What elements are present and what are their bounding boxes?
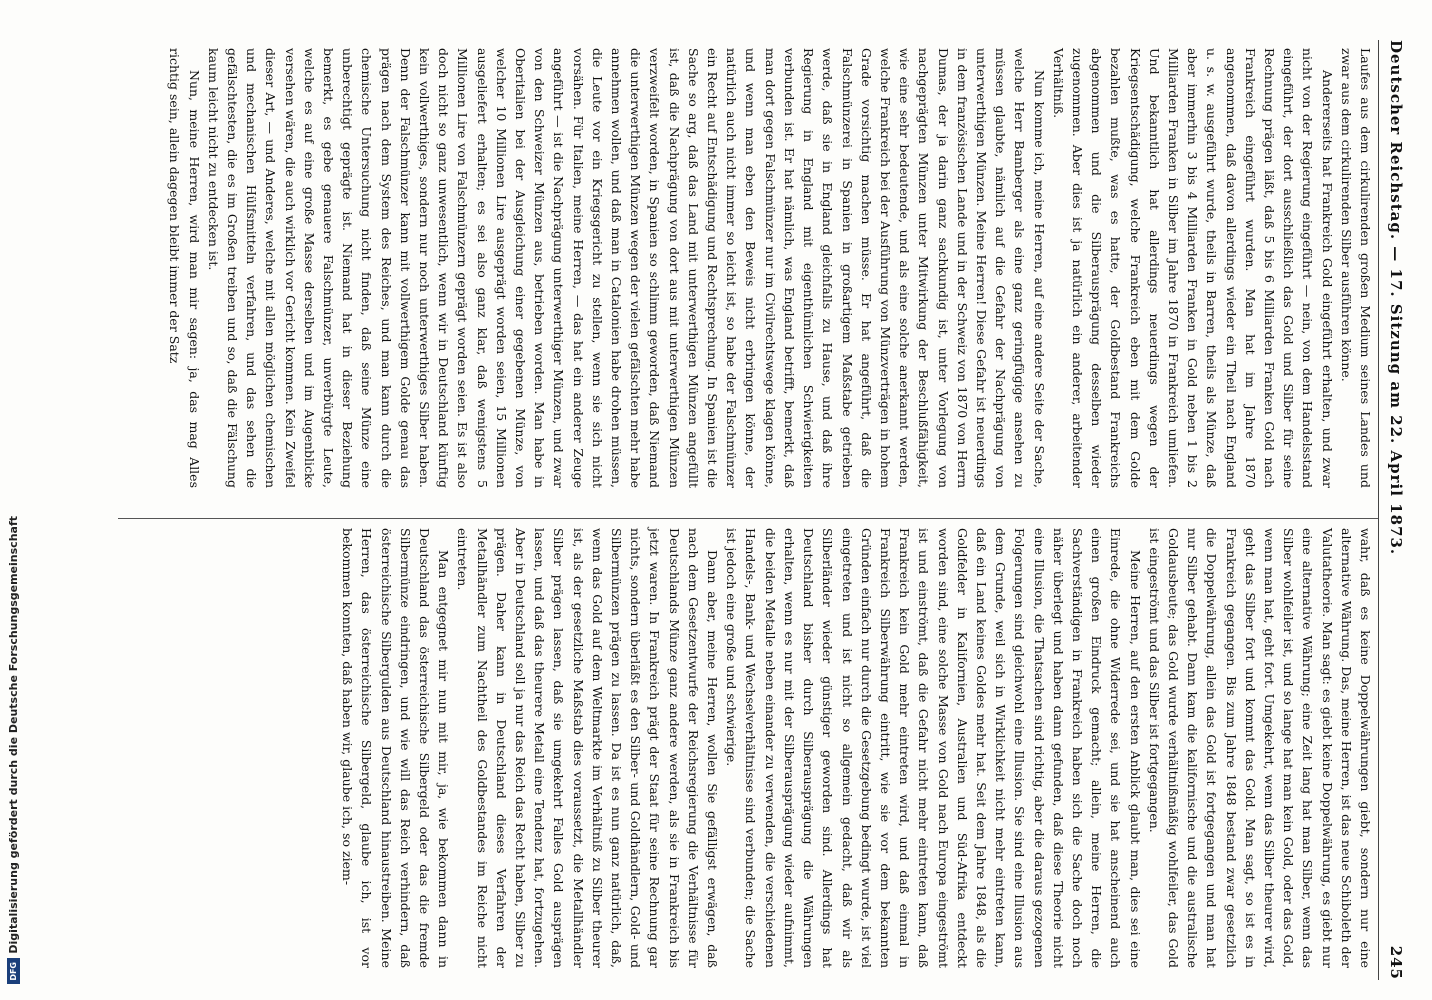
- text-column-right: [338, 528, 1375, 968]
- paragraph: Nun, meine Herren, wird man mir sagen: ja, das mag Alles richtig sein, allein dagegen bleibt immer der Satz: [167, 48, 202, 488]
- column-divider: [118, 518, 1378, 519]
- digitization-footer: [6, 24, 20, 984]
- page-number: 245: [1387, 945, 1405, 980]
- paragraph: Dann aber, meine Herren, wollen Sie gefälligst erwägen, daß nach dem Gesetzentwurfe der Reichsregierung die Verhältnisse für Deutschlands Münze ganz andere werden, als sie in Frankreich bis jetzt waren. In Frankreich prägt der Staat für seine Rechnung gar nichts, sondern überläßt es den Silber- und Goldhändlern, Gold- und Silbermünzen prägen zu lassen. Da ist es nun ganz natürlich, daß, wenn das Gold auf dem Weltmarkte im Verhältniß zu Silber theurer ist, als der gesetzliche Maßstab dies voraussetzt, die Metallhändler Silber prägen lassen, daß sie umgekehrt Falles Gold ausprägen lassen, und daß das theurere Metall eine Tendenz hat, fortzugehen. Aber in Deutschland soll ja nur das Reich das Recht haben, Silber zu prägen. Daher kann in Deutschland dieses Verfahren der Metallhändler zum Nachtheil des Goldbestandes im Reiche nicht eintreten.: [455, 528, 721, 968]
- paragraph: Man entgegnet mir nun mit mir, ja, wie bekommen dann in Deutschland das österreichische Silbergeld oder das die fremde Silbermünze eindringen, und wie will das Reich verhindern, daß österreichische Silbergulden aus Deutschland hinaustreiben. Meine Herren, das österreichische Silbergeld, glaube ich, ist vor bekommen konnten, daß haben wir, glaube ich, so ziem-: [340, 528, 452, 968]
- text-column-left: [165, 48, 1375, 488]
- paragraph: Laufes aus dem cirkulirenden großen Medium seines Landes und zwar aus dem cirkulirenden Silber ausführen könne.: [1338, 48, 1373, 488]
- paragraph: Nun komme ich, meine Herren, auf eine andere Seite der Sache, welche Herr Bamberger als eine ganz geringfügige ansehen zu müssen glaubte, nämlich auf die Gefahr der Nachprägung von unterwerthigen Münzen. Meine Herren! Diese Gefahr ist neuerdings in dem französischen Lande und in der Schweiz von 1870 von Herrn Dumas, der ja darin ganz sachkundig ist, unter Vorlegung von nachgeprägten Münzen unter Mitwirkung der Beschlußfähigkeit, wie eine sehr bedeutende, und als eine solche anerkannt werden, welche Frankreich bei der Ausführung von Münzverträgen in hohem Grade vorsichtig machen müsse. Er hat angeführt, daß die Falschmünzerei in Spanien in großartigem Maßstabe getrieben werde, daß sie in England gleichfalls zu Hause, und daß ihre Regierung in England mit eigenthümlichen Schwierigkeiten verbunden ist. Er hat nämlich, was England betrifft, bemerkt, daß man dort gegen Falschmünzer nur im Civilrechtswege klagen könne, und wenn man eben den Beweis nicht erbringen könne, der natürlich auch nicht immer so leicht ist, so habe der Falschmünzer ein Recht auf Entschädigung und Rechtsprechung. In Spanien ist die Sache so arg, daß das Land mit unterwerthigen Münzen angefüllt ist, daß die Nachprägung von dort aus mit unterwerthigen Münzen verzweifelt worden, in Spanien so schlimm geworden, daß Niemand die unterwerthigen Münzen wegen der vielen gefälschten mehr habe annehmen wollen, und daß man in Catalonien habe drohen müssen, die Leute vor ein Kriegsgericht zu stellen, wenn sie sich nicht vorsähen. Für Italien, meine Herren, — das hat ein anderer Zeuge angeführt — ist die Nachprägung unterwerthiger Münzen, und zwar von den Schweizer Münzen aus, betrieben worden. Man habe in Oberitalien bei der Ausgleichung einer gegebenen Münze, von welcher 10 Millionen Lire ausgeprägt worden seien, 15 Millionen ausgeliefert erhalten; es sei also ganz klar, daß wenigstens 5 Millionen Lire von Falschmünzern geprägt worden seien. Es ist also doch nicht so ganz unwesentlich, wenn wir in Deutschland künftig kein vollwerthiges, sondern nur noch unterwerthiges Silber haben. Denn der Falschmünzer kann mit vollwerthigem Golde genau das prägen nach dem System des Reiches, und man kann durch die chemische Untersuchung nicht finden, daß seine Münze eine unberechtigt geprägte ist. Niemand hat in dieser Beziehung bemerkt, es gebe genauere Falschmünzer, unverbürgte Leute, welche es auf eine große Masse derselben und im Augenblicke versehen wären, die auch wirklich vor Gericht kommen. Kein Zweifel dieser Art, — und Anderes, welche mit allen möglichen chemischen und mechanischen Hülfsmitteln verfahren, und das sehen die gefälschtesten, die es im Großen treiben und so, daß die Fälschung kaum leicht nicht zu entdecken ist.: [205, 48, 1047, 488]
- running-header: [1387, 40, 1405, 980]
- paragraph: wahr, daß es keine Doppelwährungen giebt, sondern nur eine alternative Währung. Das, meine Herren, ist das neue Schiboleth der Valutatheorie. Man sagt: es giebt keine Doppelwährung, es giebt nur eine alternative Währung; eine Zeit lang hat man Silber, wenn das Silber wohlfeiler ist, und so lange hat man kein Gold, oder das Gold, wenn man hat, geht fort. Umgekehrt, wenn das Silber theurer wird, geht das Silber fort und kommt das Gold. Man sagt, so ist es in Frankreich gegangen. Bis zum Jahre 1848 bestand zwar gesetzlich die Doppelwährung, allein das Gold ist fortgegangen und man hat nur Silber gehabt. Dann kam die kalifornische und die australische Goldausbeute; das Gold wurde verhältnißmäßig wohlfeiler, das Gold ist eingeströmt und das Silber ist fortgegangen.: [1146, 528, 1373, 968]
- dfg-logo-icon: DFG: [7, 958, 20, 984]
- paragraph: Andererseits hat Frankreich Gold eingeführt erhalten, und zwar nicht von der Regierung eingeführt — nein, von dem Handelsstand eingeführt, der dort ausschließlich das Gold und Silber für seine Rechnung prägen läßt, daß 5 bis 6 Milliarden Franken Gold nach Frankreich eingeführt wurden. Man hat im Jahre 1870 angenommen, daß davon allerdings wieder ein Theil nach England u. s. w. ausgeführt wurde, theils in Barren, theils als Münze, daß aber immerhin 3 bis 4 Milliarden Franken in Gold neben 1 bis 2 Milliarden Franken in Silber im Jahre 1870 in Frankreich umliefen. Und bekanntlich hat allerdings neuerdings wegen der Kriegsentschädigung, welche Frankreich eben mit dem Golde bezahlen mußte, was es hatte, der Goldbestand Frankreichs abgenommen und die Silberausprägung desselben wieder zugenommen. Aber dies ist ja natürlich ein anderer, arbeitender Verhältniß.: [1050, 48, 1335, 488]
- paragraph: Meine Herren, auf den ersten Anblick glaubt man, dies sei eine Einrede, die ohne Widerrede sei, und sie hat anscheinend auch einen großen Eindruck gemacht; allein, meine Herren, die Sachverständigen in Frankreich haben sich die Sache doch noch näher überlegt und haben dann gefunden, daß diese Theorie nicht eine Illusion, die Thatsachen sind richtig, aber die daraus gezogenen Folgerungen sind gleichwohl eine Illusion. Sie sind eine Illusion aus dem Grunde, weil sich in Wirklichkeit nicht mehr eintreten kann, daß ein Land keines Goldes mehr hat. Seit dem Jahre 1848, als die Goldfelder in Kalifornien, Australien und Süd-Afrika entdeckt worden sind, eine solche Masse von Gold nach Europa eingeströmt ist und einströmt, daß die Gefahr nicht mehr eintreten kann, daß Frankreich kein Gold mehr eintreten wird, und daß einmal in Frankreich Silberwährung eintritt, wie sie vor dem bekannten Gründen einfach nur durch die Gesetzgebung bedingt wurde, ist viel eingetreten und ist nicht so allgemein gedacht, daß wir als Silberländer wieder günstiger geworden sind. Allerdings hat Deutschland bisher durch Silberausprägung die Währungen erhalten, wenn es nur mit der Silberausprägung wieder aufnimmt, die beiden Metalle neben einander zu verwenden, die verschiedenen Handels-, Bank- und Wechselverhältnisse sind verbunden; die Sache ist jedoch eine große und schwierige.: [724, 528, 1143, 968]
- header-title: Deutscher Reichstag. — 17. Sitzung am 22. April 1873.: [1387, 40, 1405, 556]
- header-rule: [1378, 40, 1379, 980]
- footer-credit: Digitalisierung gefördert durch die Deutsche Forschungsgemeinschaft: [6, 516, 20, 954]
